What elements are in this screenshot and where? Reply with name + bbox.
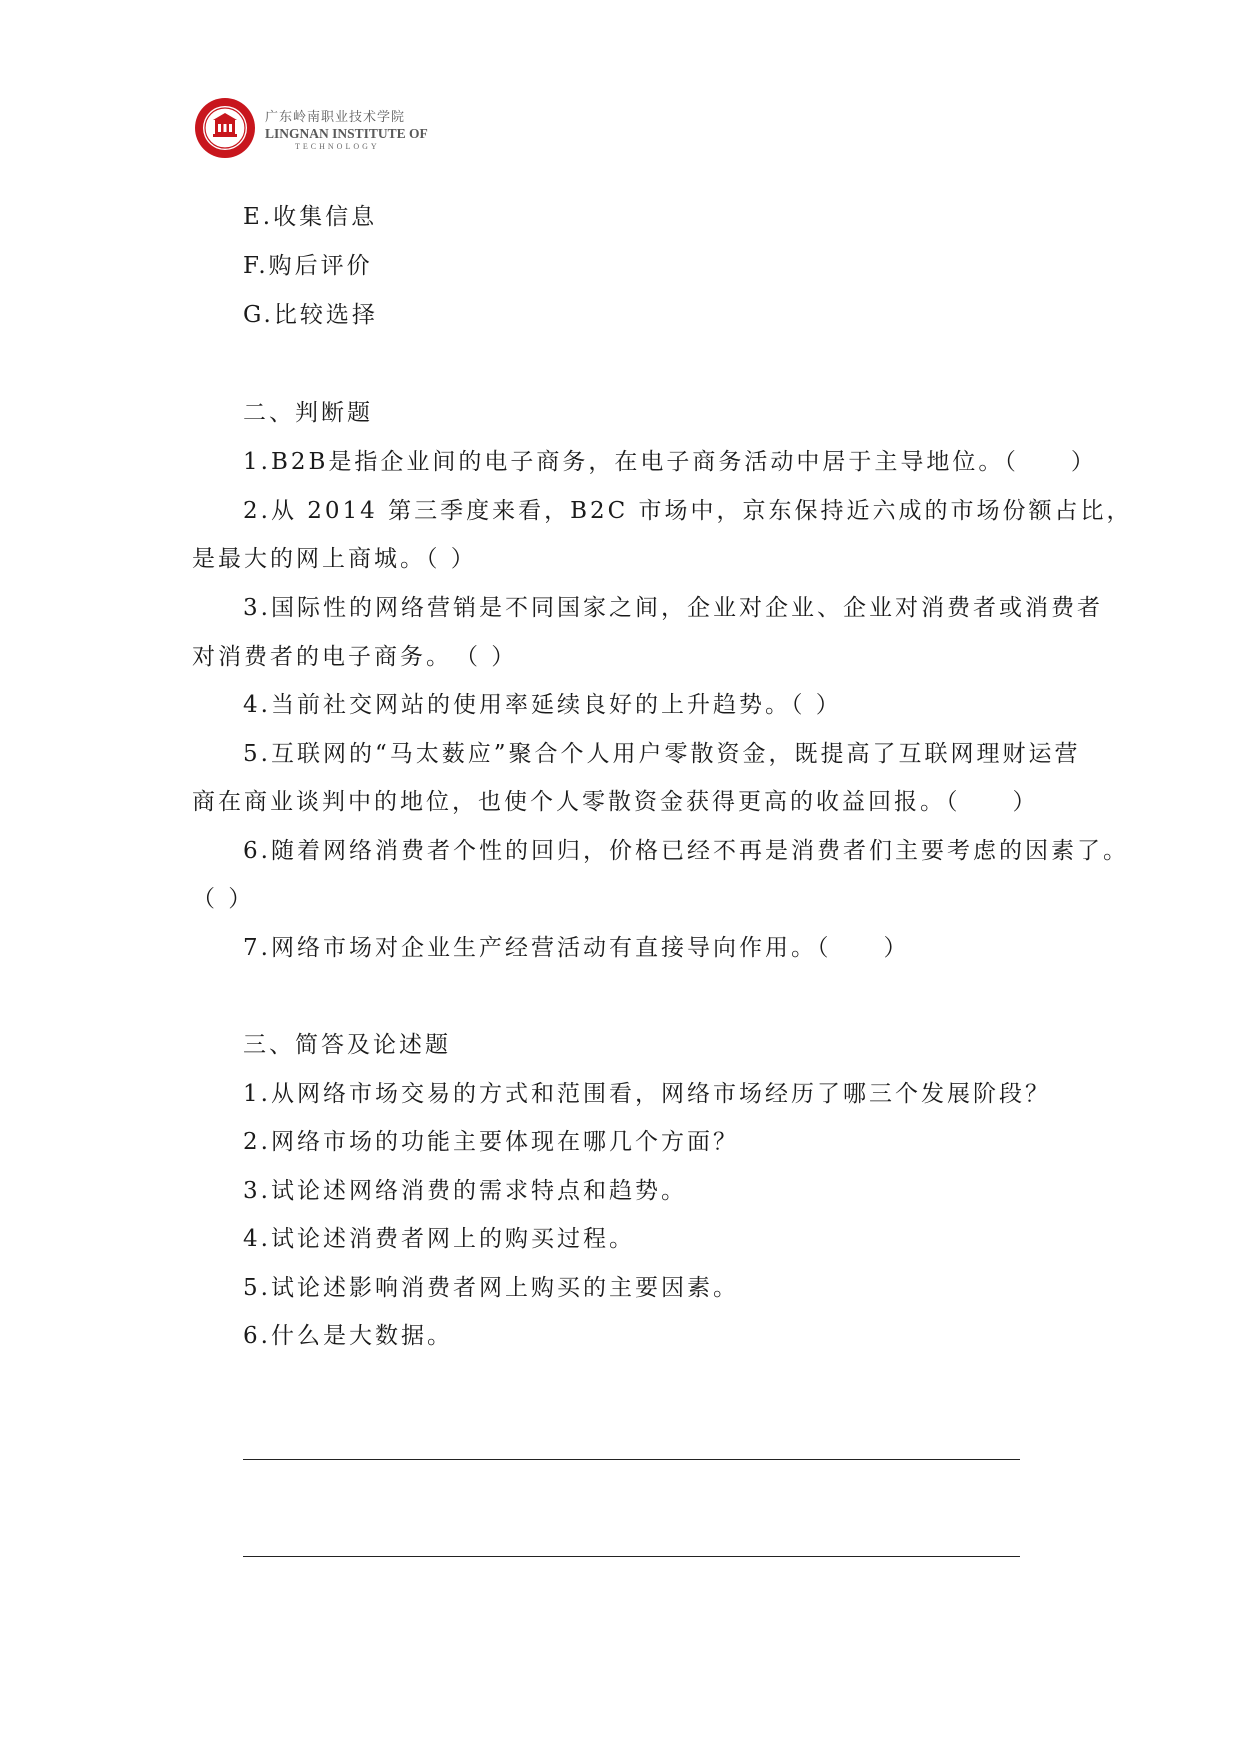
judgement-line: 7.网络市场对企业生产经营活动有直接导向作用。（ ）: [243, 935, 910, 961]
judgement-line: 商在商业谈判中的地位，也使个人零散资金获得更高的收益回报。（ ）: [192, 789, 1039, 815]
institution-name-en: LINGNAN INSTITUTE OF: [265, 126, 428, 141]
answer-line: [243, 1459, 1020, 1460]
essay-question: 6.什么是大数据。: [243, 1323, 453, 1349]
judgement-line: 4.当前社交网站的使用率延续良好的上升趋势。（ ）: [243, 692, 842, 718]
section-title-essay: 三、简答及论述题: [243, 1032, 451, 1058]
judgement-line: 3.国际性的网络营销是不同国家之间，企业对企业、企业对消费者或消费者: [243, 595, 1103, 621]
judgement-line: 是最大的网上商城。（ ）: [192, 546, 477, 572]
judgement-line: 2.从 2014 第三季度来看，B2C 市场中，京东保持近六成的市场份额占比，: [243, 498, 1133, 524]
judgement-line: 对消费者的电子商务。 （ ）: [192, 644, 518, 670]
judgement-line: 6.随着网络消费者个性的回归，价格已经不再是消费者们主要考虑的因素了。: [243, 838, 1129, 864]
option-g: G.比较选择: [243, 302, 378, 328]
judgement-line: 5.互联网的“马太薮应”聚合个人用户零散资金，既提高了互联网理财运营: [243, 741, 1081, 767]
essay-question: 3.试论述网络消费的需求特点和趋势。: [243, 1178, 687, 1204]
institution-name-en-sub: TECHNOLOGY: [295, 142, 380, 151]
institution-name-cn: 广东岭南职业技术学院: [265, 110, 406, 125]
judgement-line: 1.B2B是指企业间的电子商务，在电子商务活动中居于主导地位。（ ）: [243, 449, 1097, 475]
institution-logo: [193, 96, 433, 160]
institution-seal-icon: [193, 96, 257, 160]
essay-question: 5.试论述影响消费者网上购买的主要因素。: [243, 1275, 739, 1301]
option-f: F.购后评价: [243, 253, 373, 279]
option-e: E.收集信息: [243, 204, 378, 230]
answer-line: [243, 1556, 1020, 1557]
judgement-line: （ ）: [192, 886, 255, 912]
section-title-judgement: 二、判断题: [243, 400, 373, 426]
essay-question: 4.试论述消费者网上的购买过程。: [243, 1226, 635, 1252]
essay-question: 2.网络市场的功能主要体现在哪几个方面？: [243, 1129, 739, 1155]
essay-question: 1.从网络市场交易的方式和范围看，网络市场经历了哪三个发展阶段？: [243, 1081, 1051, 1107]
